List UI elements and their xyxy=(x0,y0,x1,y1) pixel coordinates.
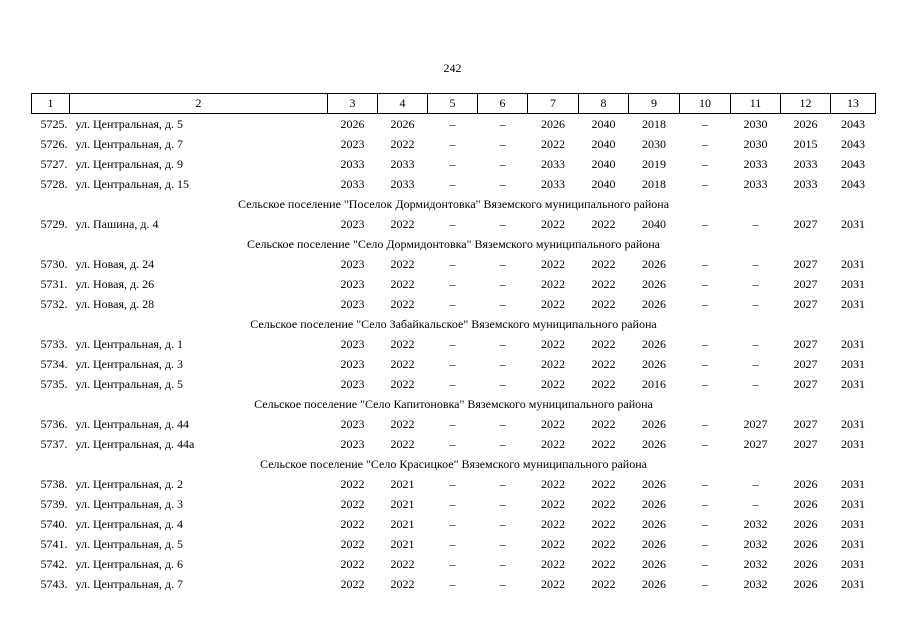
column-header: 11 xyxy=(731,94,781,114)
year-cell: – xyxy=(752,357,759,371)
year-cell: – xyxy=(752,257,759,271)
year-cell: – xyxy=(449,377,456,391)
year-cell: – xyxy=(449,337,456,351)
year-cell: 2022 xyxy=(591,377,616,391)
column-header: 7 xyxy=(528,94,579,114)
year-cell: 2033 xyxy=(793,157,818,171)
year-cell: 2023 xyxy=(340,417,365,431)
row-number: 5730. xyxy=(40,257,68,271)
column-header: 5 xyxy=(428,94,478,114)
year-cell: – xyxy=(702,217,708,231)
column-header: 9 xyxy=(629,94,680,114)
year-cell: 2027 xyxy=(793,337,818,351)
column-header: 6 xyxy=(478,94,528,114)
year-cell: 2023 xyxy=(340,377,365,391)
row-number: 5728. xyxy=(40,177,68,191)
year-cell: 2027 xyxy=(793,257,818,271)
year-cell: – xyxy=(702,477,708,491)
year-cell: 2022 xyxy=(591,437,616,451)
year-cell: – xyxy=(752,217,759,231)
year-cell: 2031 xyxy=(841,417,865,431)
address-cell: ул. Центральная, д. 2 xyxy=(75,477,184,491)
year-cell: – xyxy=(702,377,708,391)
year-cell: 2031 xyxy=(841,277,865,291)
year-cell: 2040 xyxy=(591,177,616,191)
year-cell: 2026 xyxy=(390,117,415,131)
section-row xyxy=(32,194,876,214)
section-title: Сельское поселение "Село Красицкое" Вяземского муниципального района xyxy=(260,457,647,471)
year-cell: – xyxy=(449,137,456,151)
header-row xyxy=(32,94,876,114)
table-body xyxy=(32,114,876,595)
year-cell: 2026 xyxy=(642,417,666,431)
column-header: 12 xyxy=(781,94,831,114)
row-number: 5725. xyxy=(40,117,68,131)
table-row xyxy=(32,374,876,394)
year-cell: 2022 xyxy=(591,497,616,511)
year-cell: – xyxy=(499,517,506,531)
year-cell: 2022 xyxy=(390,437,415,451)
year-cell: 2022 xyxy=(541,377,565,391)
column-header: 4 xyxy=(378,94,428,114)
address-cell: ул. Центральная, д. 7 xyxy=(75,577,184,591)
year-cell: 2026 xyxy=(793,497,818,511)
year-cell: 2022 xyxy=(541,517,565,531)
year-cell: – xyxy=(449,297,456,311)
year-cell: 2022 xyxy=(541,357,565,371)
address-cell: ул. Центральная, д. 9 xyxy=(75,157,184,171)
address-cell: ул. Центральная, д. 5 xyxy=(75,117,184,131)
year-cell: – xyxy=(752,337,759,351)
row-number: 5733. xyxy=(40,337,68,351)
year-cell: 2026 xyxy=(541,117,565,131)
section-row xyxy=(32,314,876,334)
table-row xyxy=(32,434,876,454)
section-row xyxy=(32,454,876,474)
row-number: 5736. xyxy=(40,417,68,431)
year-cell: – xyxy=(449,517,456,531)
year-cell: 2022 xyxy=(390,137,415,151)
year-cell: 2031 xyxy=(841,297,865,311)
year-cell: 2033 xyxy=(743,157,768,171)
year-cell: – xyxy=(499,357,506,371)
year-cell: 2027 xyxy=(793,437,818,451)
year-cell: 2022 xyxy=(541,537,565,551)
year-cell: 2026 xyxy=(642,477,666,491)
year-cell: 2022 xyxy=(541,217,565,231)
table-row xyxy=(32,354,876,374)
year-cell: 2018 xyxy=(642,177,666,191)
table-row xyxy=(32,254,876,274)
year-cell: 2026 xyxy=(642,277,666,291)
year-cell: 2031 xyxy=(841,557,865,571)
year-cell: – xyxy=(702,137,708,151)
year-cell: – xyxy=(702,557,708,571)
year-cell: – xyxy=(449,577,456,591)
address-cell: ул. Центральная, д. 1 xyxy=(75,337,184,351)
year-cell: 2021 xyxy=(390,517,415,531)
table-row xyxy=(32,114,876,135)
year-cell: 2022 xyxy=(591,277,616,291)
address-cell: ул. Центральная, д. 6 xyxy=(75,557,184,571)
year-cell: – xyxy=(702,357,708,371)
column-header: 13 xyxy=(831,94,876,114)
year-cell: – xyxy=(449,257,456,271)
year-cell: – xyxy=(499,117,506,131)
year-cell: 2022 xyxy=(591,417,616,431)
year-cell: – xyxy=(449,357,456,371)
year-cell: 2022 xyxy=(541,337,565,351)
year-cell: – xyxy=(499,417,506,431)
year-cell: 2026 xyxy=(642,337,666,351)
row-number: 5726. xyxy=(40,137,68,151)
address-cell: ул. Центральная, д. 44 xyxy=(75,417,190,431)
year-cell: – xyxy=(752,277,759,291)
year-cell: 2026 xyxy=(642,537,666,551)
year-cell: 2022 xyxy=(340,497,365,511)
year-cell: 2030 xyxy=(743,117,768,131)
row-number: 5731. xyxy=(40,277,68,291)
year-cell: 2031 xyxy=(841,497,865,511)
year-cell: 2032 xyxy=(743,557,768,571)
year-cell: – xyxy=(449,417,456,431)
column-header: 2 xyxy=(70,94,328,114)
year-cell: 2026 xyxy=(793,517,818,531)
table-row xyxy=(32,154,876,174)
year-cell: 2023 xyxy=(340,297,365,311)
column-header: 3 xyxy=(328,94,378,114)
year-cell: 2031 xyxy=(841,517,865,531)
year-cell: 2031 xyxy=(841,217,865,231)
year-cell: – xyxy=(499,257,506,271)
year-cell: 2022 xyxy=(340,477,365,491)
year-cell: 2031 xyxy=(841,357,865,371)
year-cell: 2022 xyxy=(591,557,616,571)
year-cell: 2022 xyxy=(541,137,565,151)
row-number: 5729. xyxy=(40,217,68,231)
section-title: Сельское поселение "Село Забайкальское" Вяземского муниципального района xyxy=(250,317,657,331)
year-cell: 2022 xyxy=(390,417,415,431)
year-cell: 2023 xyxy=(340,437,365,451)
year-cell: 2031 xyxy=(841,437,865,451)
year-cell: – xyxy=(702,417,708,431)
column-header: 10 xyxy=(680,94,731,114)
year-cell: – xyxy=(449,177,456,191)
table-row xyxy=(32,494,876,514)
table-row xyxy=(32,474,876,494)
year-cell: 2022 xyxy=(591,517,616,531)
year-cell: 2026 xyxy=(642,437,666,451)
year-cell: – xyxy=(499,297,506,311)
year-cell: – xyxy=(449,157,456,171)
year-cell: – xyxy=(499,577,506,591)
year-cell: – xyxy=(702,497,708,511)
year-cell: 2022 xyxy=(541,257,565,271)
year-cell: 2026 xyxy=(793,537,818,551)
table-row xyxy=(32,554,876,574)
section-title: Сельское поселение "Село Капитоновка" Вяземского муниципального района xyxy=(254,397,653,411)
year-cell: 2030 xyxy=(743,137,768,151)
table-row xyxy=(32,514,876,534)
section-row xyxy=(32,234,876,254)
year-cell: 2032 xyxy=(743,517,768,531)
column-header: 1 xyxy=(32,94,70,114)
address-cell: ул. Новая, д. 28 xyxy=(75,297,155,311)
address-cell: ул. Центральная, д. 3 xyxy=(75,357,184,371)
year-cell: – xyxy=(449,437,456,451)
row-number: 5737. xyxy=(40,437,68,451)
address-cell: ул. Центральная, д. 4 xyxy=(75,517,184,531)
row-number: 5734. xyxy=(40,357,68,371)
year-cell: – xyxy=(702,277,708,291)
year-cell: 2022 xyxy=(340,577,365,591)
year-cell: 2026 xyxy=(793,477,818,491)
year-cell: 2026 xyxy=(642,557,666,571)
year-cell: 2031 xyxy=(841,577,865,591)
year-cell: 2022 xyxy=(390,257,415,271)
year-cell: 2023 xyxy=(340,137,365,151)
year-cell: – xyxy=(702,437,708,451)
year-cell: 2022 xyxy=(390,297,415,311)
year-cell: – xyxy=(702,517,708,531)
year-cell: 2022 xyxy=(591,337,616,351)
year-cell: – xyxy=(449,217,456,231)
year-cell: 2040 xyxy=(591,117,616,131)
year-cell: – xyxy=(752,377,759,391)
year-cell: 2040 xyxy=(642,217,666,231)
year-cell: 2031 xyxy=(841,337,865,351)
year-cell: 2022 xyxy=(591,257,616,271)
year-cell: 2022 xyxy=(541,477,565,491)
address-cell: ул. Пашина, д. 4 xyxy=(75,217,159,231)
address-cell: ул. Центральная, д. 44а xyxy=(75,437,195,451)
table-row xyxy=(32,574,876,594)
table-row xyxy=(32,214,876,234)
table-row xyxy=(32,174,876,194)
year-cell: 2022 xyxy=(591,477,616,491)
year-cell: 2032 xyxy=(743,537,768,551)
year-cell: – xyxy=(702,157,708,171)
address-cell: ул. Новая, д. 24 xyxy=(75,257,155,271)
year-cell: 2022 xyxy=(591,217,616,231)
year-cell: – xyxy=(499,437,506,451)
year-cell: 2043 xyxy=(841,177,865,191)
row-number: 5742. xyxy=(40,557,68,571)
year-cell: 2033 xyxy=(541,177,565,191)
year-cell: 2026 xyxy=(340,117,365,131)
year-cell: – xyxy=(752,477,759,491)
year-cell: 2021 xyxy=(390,537,415,551)
section-title: Сельское поселение "Село Дормидонтовка" Вяземского муниципального района xyxy=(247,237,660,251)
year-cell: 2043 xyxy=(841,157,865,171)
year-cell: 2026 xyxy=(642,297,666,311)
year-cell: 2023 xyxy=(340,357,365,371)
year-cell: – xyxy=(499,277,506,291)
year-cell: – xyxy=(499,137,506,151)
year-cell: 2022 xyxy=(541,437,565,451)
year-cell: 2026 xyxy=(793,577,818,591)
year-cell: 2022 xyxy=(390,217,415,231)
table-row xyxy=(32,414,876,434)
year-cell: 2022 xyxy=(390,377,415,391)
year-cell: – xyxy=(449,537,456,551)
address-cell: ул. Новая, д. 26 xyxy=(75,277,155,291)
year-cell: 2026 xyxy=(642,517,666,531)
year-cell: 2023 xyxy=(340,257,365,271)
year-cell: 2033 xyxy=(541,157,565,171)
year-cell: 2018 xyxy=(642,117,666,131)
year-cell: – xyxy=(449,277,456,291)
year-cell: 2031 xyxy=(841,537,865,551)
section-row xyxy=(32,394,876,414)
row-number: 5738. xyxy=(40,477,68,491)
row-number: 5727. xyxy=(40,157,68,171)
year-cell: 2026 xyxy=(793,117,818,131)
year-cell: 2033 xyxy=(390,177,415,191)
table-row xyxy=(32,134,876,154)
year-cell: 2022 xyxy=(591,297,616,311)
year-cell: 2031 xyxy=(841,257,865,271)
address-cell: ул. Центральная, д. 3 xyxy=(75,497,184,511)
year-cell: 2022 xyxy=(591,577,616,591)
year-cell: 2022 xyxy=(541,497,565,511)
year-cell: 2022 xyxy=(541,577,565,591)
year-cell: 2027 xyxy=(743,417,768,431)
year-cell: 2022 xyxy=(390,337,415,351)
year-cell: – xyxy=(752,497,759,511)
year-cell: – xyxy=(449,497,456,511)
table-row xyxy=(32,274,876,294)
year-cell: 2031 xyxy=(841,477,865,491)
year-cell: 2019 xyxy=(642,157,666,171)
year-cell: – xyxy=(499,497,506,511)
year-cell: 2022 xyxy=(340,517,365,531)
year-cell: 2026 xyxy=(793,557,818,571)
year-cell: 2040 xyxy=(591,157,616,171)
year-cell: 2022 xyxy=(390,357,415,371)
year-cell: – xyxy=(449,557,456,571)
year-cell: 2033 xyxy=(340,177,365,191)
address-cell: ул. Центральная, д. 15 xyxy=(75,177,190,191)
year-cell: 2026 xyxy=(642,577,666,591)
year-cell: 2022 xyxy=(541,277,565,291)
year-cell: 2016 xyxy=(642,377,666,391)
year-cell: 2027 xyxy=(793,377,818,391)
column-header: 8 xyxy=(579,94,629,114)
year-cell: 2033 xyxy=(743,177,768,191)
year-cell: 2026 xyxy=(642,497,666,511)
year-cell: 2026 xyxy=(642,257,666,271)
year-cell: 2021 xyxy=(390,477,415,491)
year-cell: 2023 xyxy=(340,337,365,351)
year-cell: 2022 xyxy=(340,557,365,571)
year-cell: 2033 xyxy=(390,157,415,171)
year-cell: 2026 xyxy=(642,357,666,371)
year-cell: 2027 xyxy=(793,277,818,291)
table-row xyxy=(32,334,876,354)
year-cell: – xyxy=(449,477,456,491)
year-cell: – xyxy=(499,557,506,571)
year-cell: 2022 xyxy=(340,537,365,551)
year-cell: 2027 xyxy=(743,437,768,451)
row-number: 5739. xyxy=(40,497,68,511)
address-cell: ул. Центральная, д. 7 xyxy=(75,137,184,151)
row-number: 5740. xyxy=(40,517,68,531)
year-cell: – xyxy=(702,257,708,271)
table-row xyxy=(32,294,876,314)
year-cell: – xyxy=(499,217,506,231)
year-cell: – xyxy=(449,117,456,131)
year-cell: – xyxy=(702,177,708,191)
row-number: 5735. xyxy=(40,377,68,391)
year-cell: 2031 xyxy=(841,377,865,391)
year-cell: 2022 xyxy=(390,577,415,591)
year-cell: – xyxy=(499,157,506,171)
year-cell: – xyxy=(702,297,708,311)
year-cell: – xyxy=(499,537,506,551)
year-cell: 2022 xyxy=(591,357,616,371)
year-cell: 2030 xyxy=(642,137,666,151)
year-cell: 2032 xyxy=(743,577,768,591)
row-number: 5741. xyxy=(40,537,68,551)
year-cell: 2022 xyxy=(541,557,565,571)
data-table xyxy=(31,93,876,594)
year-cell: – xyxy=(499,377,506,391)
year-cell: 2033 xyxy=(793,177,818,191)
year-cell: 2043 xyxy=(841,137,865,151)
year-cell: 2027 xyxy=(793,217,818,231)
address-cell: ул. Центральная, д. 5 xyxy=(75,377,184,391)
row-number: 5743. xyxy=(40,577,68,591)
address-cell: ул. Центральная, д. 5 xyxy=(75,537,184,551)
year-cell: 2033 xyxy=(340,157,365,171)
row-number: 5732. xyxy=(40,297,68,311)
year-cell: 2040 xyxy=(591,137,616,151)
year-cell: 2043 xyxy=(841,117,865,131)
year-cell: 2027 xyxy=(793,297,818,311)
section-title: Сельское поселение "Поселок Дормидонтовка" Вяземского муниципального района xyxy=(237,197,670,211)
year-cell: – xyxy=(752,297,759,311)
page-number: 242 xyxy=(443,61,462,75)
year-cell: 2027 xyxy=(793,417,818,431)
year-cell: 2027 xyxy=(793,357,818,371)
year-cell: 2022 xyxy=(390,277,415,291)
year-cell: – xyxy=(702,117,708,131)
year-cell: 2022 xyxy=(591,537,616,551)
year-cell: – xyxy=(499,177,506,191)
year-cell: 2023 xyxy=(340,277,365,291)
year-cell: 2021 xyxy=(390,497,415,511)
year-cell: – xyxy=(499,477,506,491)
year-cell: 2023 xyxy=(340,217,365,231)
year-cell: – xyxy=(499,337,506,351)
table-row xyxy=(32,534,876,554)
year-cell: – xyxy=(702,537,708,551)
year-cell: 2015 xyxy=(793,137,818,151)
year-cell: – xyxy=(702,577,708,591)
year-cell: 2022 xyxy=(541,297,565,311)
year-cell: 2022 xyxy=(541,417,565,431)
year-cell: – xyxy=(702,337,708,351)
year-cell: 2022 xyxy=(390,557,415,571)
